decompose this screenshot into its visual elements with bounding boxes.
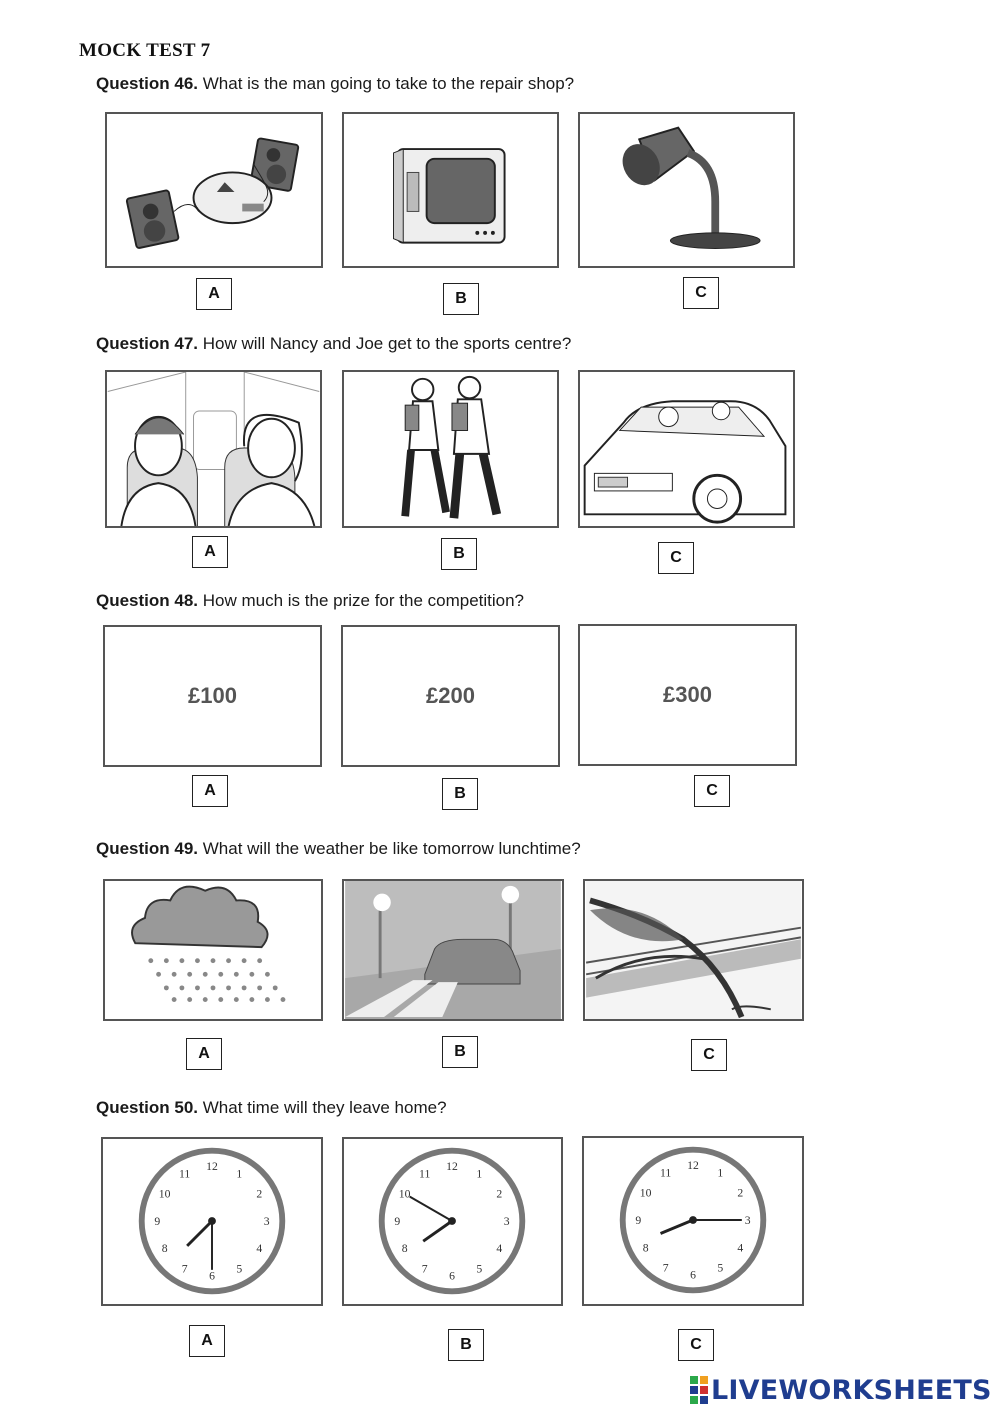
test-title: MOCK TEST 7 [79,40,211,61]
question-50 [96,1098,447,1118]
clock-number: 6 [209,1269,215,1283]
q46-option-b[interactable]: B [443,283,479,315]
q46-option-a[interactable]: A [196,278,232,310]
question-label: Question 49. [96,839,199,858]
q47-option-b[interactable]: B [441,538,477,570]
question-text: How much is the prize for the competition? [198,591,525,610]
q49-option-a[interactable]: A [186,1038,222,1070]
clock-number: 6 [449,1269,455,1283]
q46-desk-lamp-image [578,112,795,268]
clock-number: 9 [154,1214,161,1228]
clock-number: 4 [256,1242,263,1256]
clock-face-b [344,1139,561,1304]
q50-option-b[interactable]: B [448,1329,484,1361]
clock-number: 3 [263,1214,270,1228]
clock-number: 3 [744,1213,751,1227]
clock-number: 1 [236,1167,243,1181]
q48-option-b[interactable]: B [442,778,478,810]
clock-number: 4 [496,1242,503,1256]
clock-center [448,1217,456,1225]
question-label: Question 48. [96,591,199,610]
clock-number: 2 [496,1187,503,1201]
clock-number: 9 [635,1213,642,1227]
clock-number: 7 [181,1262,188,1276]
brand-name: LIVEWORKSHEETS [711,1374,992,1406]
clock-number: 12 [206,1160,218,1174]
q47-walking-image [342,370,559,528]
question-46 [96,74,574,94]
clock-number: 2 [737,1186,744,1200]
clock-number: 8 [642,1241,649,1255]
q48-option-c[interactable]: C [694,775,730,807]
q49-rain-image [103,879,323,1021]
clock-number: 8 [401,1242,408,1256]
q48-option-a[interactable]: A [192,775,228,807]
q50-option-c[interactable]: C [678,1329,714,1361]
clock-number: 1 [717,1166,724,1180]
q47-car-image [578,370,795,528]
q49-option-c[interactable]: C [691,1039,727,1071]
q47-option-c[interactable]: C [658,542,694,574]
clock-number: 2 [256,1187,263,1201]
q48-prize-box-a [103,625,322,767]
q50-clock-c-image [582,1136,804,1306]
q49-fog-image [342,879,564,1021]
clock-center [689,1216,697,1224]
q50-clock-b-image [342,1137,563,1306]
question-label: Question 50. [96,1098,199,1117]
question-48 [96,591,524,611]
q50-option-a[interactable]: A [189,1325,225,1357]
clock-number: 8 [161,1242,168,1256]
question-label: Question 46. [96,74,199,93]
prize-amount: £100 [188,683,237,708]
clock-face-a [103,1139,321,1304]
q46-cd-player-image [105,112,323,268]
clock-number: 7 [421,1262,428,1276]
q50-clock-a-image [101,1137,323,1306]
question-47 [96,334,571,354]
question-text: What time will they leave home? [198,1098,447,1117]
q48-prize-box-c [578,624,797,766]
liveworksheets-logo[interactable] [690,1372,992,1408]
clock-number: 12 [687,1159,699,1173]
clock-number: 11 [179,1167,191,1181]
clock-number: 7 [662,1261,669,1275]
clock-number: 5 [717,1261,724,1275]
q47-option-a[interactable]: A [192,536,228,568]
question-label: Question 47. [96,334,199,353]
q49-windy-tree-image [583,879,804,1021]
clock-number: 12 [446,1160,458,1174]
liveworksheets-icon [690,1376,708,1404]
question-text: What will the weather be like tomorrow lunchtime? [198,839,581,858]
clock-number: 5 [476,1262,483,1276]
q47-bus-image [105,370,322,528]
q48-prize-box-b [341,625,560,767]
clock-number: 4 [737,1241,744,1255]
clock-number: 10 [398,1187,411,1201]
clock-number: 1 [476,1167,483,1181]
clock-number: 10 [639,1186,652,1200]
clock-number: 6 [690,1268,696,1282]
clock-number: 9 [394,1214,401,1228]
q49-option-b[interactable]: B [442,1036,478,1068]
clock-number: 10 [158,1187,171,1201]
q46-option-c[interactable]: C [683,277,719,309]
prize-amount: £300 [663,682,712,707]
clock-number: 3 [503,1214,510,1228]
clock-center [208,1217,216,1225]
clock-number: 5 [236,1262,243,1276]
question-text: What is the man going to take to the repair shop? [198,74,575,93]
clock-number: 11 [419,1167,431,1181]
clock-number: 11 [660,1166,672,1180]
clock-face-c [584,1138,802,1304]
question-49 [96,839,581,859]
question-text: How will Nancy and Joe get to the sports centre? [198,334,572,353]
q46-television-image [342,112,559,268]
prize-amount: £200 [426,683,475,708]
